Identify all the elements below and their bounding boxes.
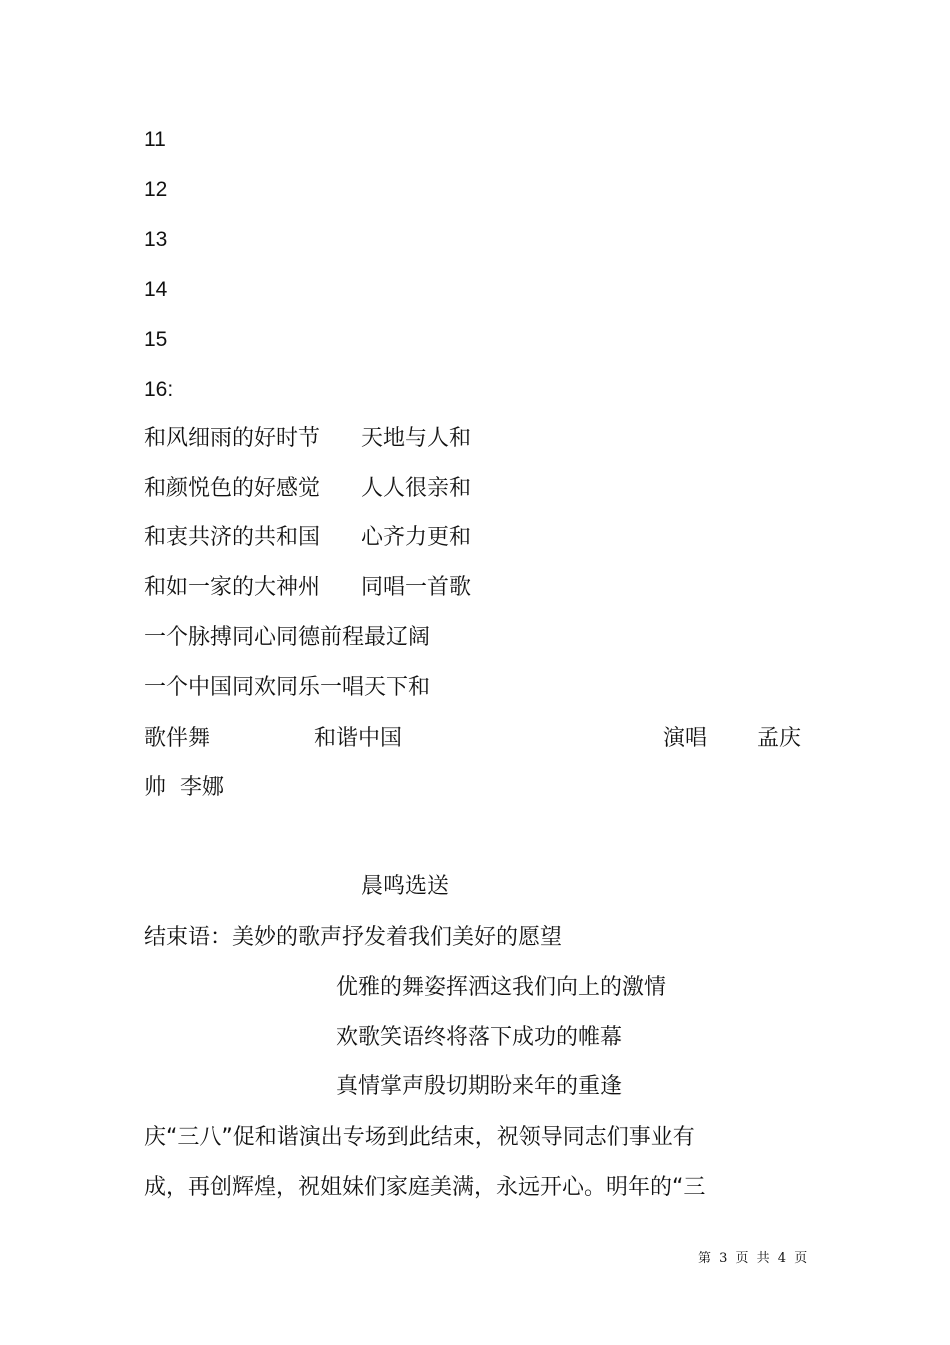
line-number-11: 11 <box>144 128 166 151</box>
lyric-left: 和衷共济的共和国 <box>144 525 321 550</box>
lyric-left: 和颜悦色的好感觉 <box>144 476 321 501</box>
closing-paragraph-line: 成，再创辉煌，祝姐妹们家庭美满，永远开心。明年的“三 <box>144 1175 706 1200</box>
lyric-right: 天地与人和 <box>361 426 472 451</box>
lyric-right: 同唱一首歌 <box>361 575 472 600</box>
line-number-14: 14 <box>144 278 168 301</box>
closing-first-line: 结束语：美妙的歌声抒发着我们美好的愿望 <box>144 925 563 950</box>
closing-indented-line: 真情掌声殷切期盼来年的重逢 <box>336 1074 623 1099</box>
page-footer: 第 3 页 共 4 页 <box>698 1251 810 1266</box>
lyric-right: 人人很亲和 <box>361 476 472 501</box>
line-number-13: 13 <box>144 228 168 251</box>
line-number-12: 12 <box>144 178 168 201</box>
lyric-line: 一个脉搏同心同德前程最辽阔 <box>144 625 431 650</box>
line-number-16: 16: <box>144 378 174 401</box>
closing-indented-line: 欢歌笑语终将落下成功的帷幕 <box>336 1025 623 1050</box>
perform-label: 演唱 <box>663 726 708 751</box>
performer-name: 孟庆 <box>757 726 802 751</box>
program-type: 歌伴舞 <box>144 726 211 751</box>
program-title: 和谐中国 <box>314 726 403 751</box>
lyric-left: 和如一家的大神州 <box>144 575 321 600</box>
line-number-15: 15 <box>144 328 168 351</box>
closing-paragraph-line: 庆“三八”促和谐演出专场到此结束，祝领导同志们事业有 <box>144 1125 695 1150</box>
sender: 晨鸣选送 <box>361 874 450 899</box>
performer-name-cont: 帅 李娜 <box>144 775 224 800</box>
lyric-left: 和风细雨的好时节 <box>144 426 321 451</box>
lyric-line: 一个中国同欢同乐一唱天下和 <box>144 675 431 700</box>
closing-indented-line: 优雅的舞姿挥洒这我们向上的激情 <box>336 975 667 1000</box>
lyric-right: 心齐力更和 <box>361 525 472 550</box>
